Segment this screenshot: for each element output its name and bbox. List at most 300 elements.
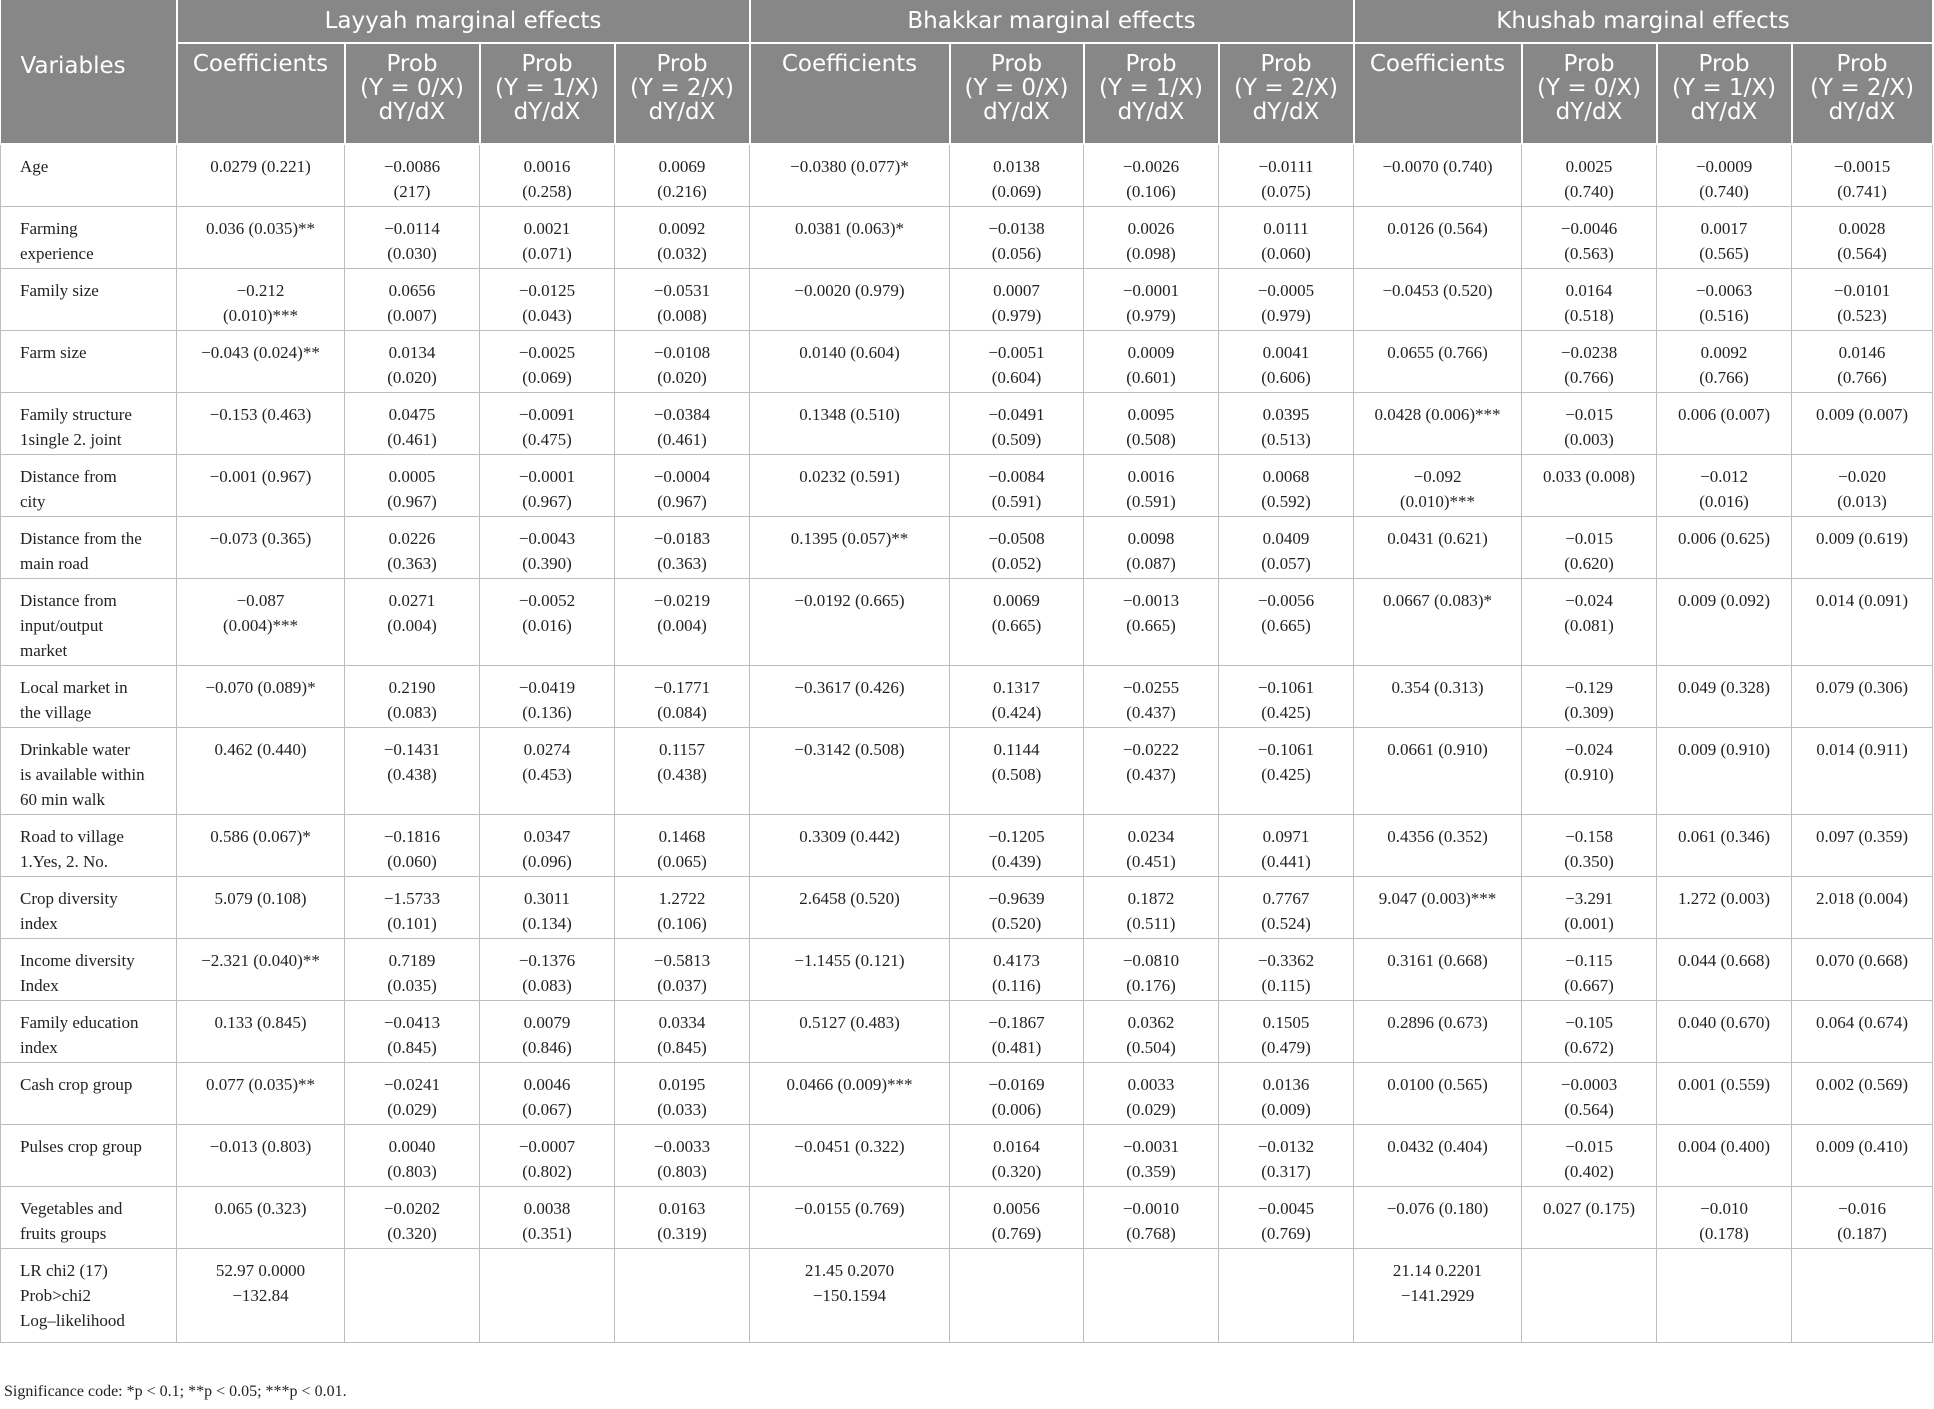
marginal-effect-cell xyxy=(1084,269,1219,331)
variable-name-line: Age xyxy=(20,157,49,176)
cell-value-line: −0.0380 (0.077)* xyxy=(790,157,909,176)
cell-value-line: −0.0003 xyxy=(1560,1075,1618,1094)
cell-value-line: −0.010 xyxy=(1700,1199,1748,1218)
variable-name-cell xyxy=(1,579,177,666)
cell-value-line: −0.1816 xyxy=(383,827,441,846)
cell-value-line: 0.070 (0.668) xyxy=(1816,951,1909,970)
table-header xyxy=(1,0,1933,144)
cell-value-line: (0.363) xyxy=(387,554,437,573)
cell-value-line: (0.845) xyxy=(657,1038,707,1057)
coefficient-cell xyxy=(750,517,950,579)
marginal-effect-cell xyxy=(345,144,480,207)
cell-value-line: 0.0431 (0.621) xyxy=(1387,529,1488,548)
cell-value-line: 0.1872 xyxy=(1127,889,1175,908)
variable-name-line: Drinkable water xyxy=(20,740,130,759)
marginal-effect-cell xyxy=(1657,1063,1792,1125)
header-line: Prob xyxy=(1698,51,1750,77)
cell-value-line: −0.0451 (0.322) xyxy=(794,1137,905,1156)
cell-value-line: (0.606) xyxy=(1261,368,1311,387)
cell-value-line: 0.0016 xyxy=(523,157,571,176)
marginal-effect-cell xyxy=(950,1187,1084,1249)
cell-value-line: (0.319) xyxy=(657,1224,707,1243)
marginal-effect-cell xyxy=(480,1249,615,1343)
cell-value-line: 0.0009 xyxy=(1127,343,1175,362)
table-row xyxy=(1,207,1933,269)
marginal-effect-cell xyxy=(1792,877,1933,939)
header-line: (Y = 2/X) xyxy=(1234,75,1339,101)
cell-value-line: (0.802) xyxy=(522,1162,572,1181)
cell-value-line: (0.106) xyxy=(1126,182,1176,201)
cell-value-line: −0.0508 xyxy=(988,529,1045,548)
cell-value-line: (0.052) xyxy=(991,554,1042,573)
coefficient-cell xyxy=(177,393,345,455)
cell-value-line: −0.0004 xyxy=(653,467,711,486)
cell-value-line: 0.0432 (0.404) xyxy=(1387,1137,1488,1156)
header-line: (Y = 1/X) xyxy=(1099,75,1204,101)
marginal-effect-cell xyxy=(1219,666,1354,728)
cell-value-line: (0.057) xyxy=(1261,554,1311,573)
cell-value-line: (0.030) xyxy=(387,244,437,263)
cell-value-line: 0.1395 (0.057)** xyxy=(790,529,909,548)
cell-value-line: −0.0101 xyxy=(1833,281,1891,300)
cell-value-line: −0.1061 xyxy=(1257,740,1315,759)
cell-value-line: (0.116) xyxy=(992,976,1041,995)
cell-value-line: (0.592) xyxy=(1261,492,1311,511)
variable-name-line: city xyxy=(20,492,46,511)
table-row xyxy=(1,1063,1933,1125)
marginal-effect-cell xyxy=(950,393,1084,455)
cell-value-line: −0.0013 xyxy=(1122,591,1180,610)
cell-value-line: 0.0195 xyxy=(658,1075,706,1094)
cell-value-line: 0.0041 xyxy=(1262,343,1310,362)
cell-value-line: (0.437) xyxy=(1126,703,1176,722)
marginal-effect-cell xyxy=(345,815,480,877)
cell-value-line: −0.0155 (0.769) xyxy=(794,1199,905,1218)
cell-value-line: (0.350) xyxy=(1564,852,1614,871)
marginal-effect-cell xyxy=(615,207,750,269)
cell-value-line: 0.0362 xyxy=(1127,1013,1175,1032)
table-row xyxy=(1,517,1933,579)
marginal-effect-cell xyxy=(1657,331,1792,393)
marginal-effect-cell xyxy=(480,331,615,393)
variable-name-cell xyxy=(1,393,177,455)
probability-header xyxy=(615,43,750,144)
cell-value-line: (0.425) xyxy=(1261,765,1311,784)
cell-value-line: −0.0020 (0.979) xyxy=(794,281,905,300)
cell-value-line: −0.0052 xyxy=(518,591,576,610)
cell-value-line: −0.0005 xyxy=(1257,281,1315,300)
cell-value-line: 0.0100 (0.565) xyxy=(1387,1075,1488,1094)
table-row xyxy=(1,1125,1933,1187)
cell-value-line: 0.002 (0.569) xyxy=(1816,1075,1909,1094)
table-row xyxy=(1,144,1933,207)
coefficient-cell xyxy=(1354,877,1522,939)
cell-value-line: (0.769) xyxy=(1261,1224,1311,1243)
marginal-effect-cell xyxy=(1657,1249,1792,1343)
marginal-effect-cell xyxy=(950,728,1084,815)
cell-value-line: 0.3309 (0.442) xyxy=(799,827,900,846)
marginal-effect-cell xyxy=(1792,728,1933,815)
variable-name-line: 1single 2. joint xyxy=(20,430,122,449)
cell-value-line: 0.033 (0.008) xyxy=(1542,467,1636,486)
variable-name-line: Vegetables and xyxy=(20,1199,123,1218)
header-line: (Y = 2/X) xyxy=(1810,75,1915,101)
cell-value-line: (0.513) xyxy=(1261,430,1311,449)
cell-value-line: −0.0491 xyxy=(988,405,1045,424)
marginal-effect-cell xyxy=(950,815,1084,877)
cell-value-line: (0.508) xyxy=(991,765,1042,784)
cell-value-line: −0.073 (0.365) xyxy=(209,529,312,548)
cell-value-line: (0.069) xyxy=(522,368,572,387)
cell-value-line: 0.040 (0.670) xyxy=(1677,1013,1771,1032)
cell-value-line: −0.0056 xyxy=(1257,591,1315,610)
coefficient-cell xyxy=(177,1249,345,1343)
table-row xyxy=(1,877,1933,939)
cell-value-line: −0.0084 xyxy=(988,467,1045,486)
cell-value-line: 0.0395 xyxy=(1262,405,1310,424)
cell-value-line: −0.0114 xyxy=(384,219,440,238)
coefficients-header xyxy=(177,43,345,144)
marginal-effect-cell xyxy=(1792,517,1933,579)
variable-name-cell xyxy=(1,269,177,331)
coefficient-cell xyxy=(177,815,345,877)
cell-value-line: 0.0347 xyxy=(523,827,571,846)
marginal-effect-cell xyxy=(950,144,1084,207)
variables-header: Variables xyxy=(1,0,177,144)
coefficient-cell xyxy=(1354,1001,1522,1063)
cell-value-line: −0.0132 xyxy=(1257,1137,1315,1156)
cell-value-line: 0.049 (0.328) xyxy=(1677,678,1771,697)
table-row xyxy=(1,728,1933,815)
marginal-effect-cell xyxy=(1522,1001,1657,1063)
cell-value-line: 0.009 (0.619) xyxy=(1816,529,1909,548)
cell-value-line: 0.0134 xyxy=(388,343,436,362)
marginal-effect-cell xyxy=(345,939,480,1001)
cell-value-line: 0.0971 xyxy=(1262,827,1310,846)
probability-header xyxy=(480,43,615,144)
coefficient-cell xyxy=(1354,269,1522,331)
marginal-effect-cell xyxy=(1084,144,1219,207)
cell-value-line: −0.0111 xyxy=(1258,157,1314,176)
cell-value-line: −0.0033 xyxy=(653,1137,711,1156)
coefficient-cell xyxy=(1354,939,1522,1001)
variable-name-cell xyxy=(1,1063,177,1125)
cell-value-line: (0.008) xyxy=(657,306,707,325)
cell-value-line: (0.020) xyxy=(387,368,437,387)
probability-header xyxy=(345,43,480,144)
variable-name-cell xyxy=(1,815,177,877)
probability-header xyxy=(1657,43,1792,144)
header-line: dY/dX xyxy=(1252,99,1320,125)
cell-value-line: (0.967) xyxy=(657,492,707,511)
cell-value-line: 0.1348 (0.510) xyxy=(799,405,900,424)
coefficient-cell xyxy=(750,331,950,393)
cell-value-line: −0.076 (0.180) xyxy=(1386,1199,1489,1218)
cell-value-line: −0.016 xyxy=(1838,1199,1886,1218)
marginal-effect-cell xyxy=(1084,666,1219,728)
coefficient-cell xyxy=(1354,393,1522,455)
coefficient-cell xyxy=(750,1063,950,1125)
cell-value-line: 0.3161 (0.668) xyxy=(1387,951,1488,970)
marginal-effect-cell xyxy=(1657,517,1792,579)
cell-value-line: −0.015 xyxy=(1565,529,1613,548)
cell-value-line: 0.0136 xyxy=(1262,1075,1310,1094)
marginal-effect-cell xyxy=(1219,877,1354,939)
cell-value-line: (0.846) xyxy=(522,1038,572,1057)
cell-value-line: −0.0169 xyxy=(988,1075,1045,1094)
cell-value-line: (0.441) xyxy=(1261,852,1311,871)
marginal-effect-cell xyxy=(1657,207,1792,269)
cell-value-line: (0.604) xyxy=(991,368,1042,387)
coefficient-cell xyxy=(177,455,345,517)
marginal-effect-cell xyxy=(1522,939,1657,1001)
marginal-effect-cell xyxy=(950,517,1084,579)
variable-name-line: Farming xyxy=(20,219,78,238)
cell-value-line: −0.013 (0.803) xyxy=(209,1137,312,1156)
cell-value-line: (0.016) xyxy=(522,616,572,635)
cell-value-line: −0.070 (0.089)* xyxy=(205,678,316,697)
cell-value-line: 0.097 (0.359) xyxy=(1816,827,1909,846)
cell-value-line: −0.0051 xyxy=(988,343,1045,362)
cell-value-line: (0.029) xyxy=(1126,1100,1176,1119)
cell-value-line: (0.402) xyxy=(1564,1162,1614,1181)
marginal-effect-cell xyxy=(480,1001,615,1063)
marginal-effect-cell xyxy=(1522,517,1657,579)
cell-value-line: 0.006 (0.007) xyxy=(1677,405,1771,424)
marginal-effect-cell xyxy=(1792,1125,1933,1187)
cell-value-line: (0.803) xyxy=(387,1162,437,1181)
cell-value-line: 0.354 (0.313) xyxy=(1391,678,1484,697)
marginal-effect-cell xyxy=(950,666,1084,728)
table-row xyxy=(1,455,1933,517)
marginal-effect-cell xyxy=(1792,939,1933,1001)
marginal-effect-cell xyxy=(1219,144,1354,207)
marginal-effect-cell xyxy=(1219,1125,1354,1187)
probability-header xyxy=(1219,43,1354,144)
cell-value-line: (0.087) xyxy=(1126,554,1176,573)
coefficient-cell xyxy=(177,517,345,579)
header-line: dY/dX xyxy=(1828,99,1896,125)
cell-value-line: −0.153 (0.463) xyxy=(209,405,312,424)
cell-value-line: (0.176) xyxy=(1126,976,1176,995)
variable-name-line: main road xyxy=(20,554,89,573)
marginal-effect-cell xyxy=(1219,1063,1354,1125)
marginal-effect-cell xyxy=(345,579,480,666)
cell-value-line: 0.0068 xyxy=(1262,467,1310,486)
coefficient-cell xyxy=(750,877,950,939)
cell-value-line: (0.083) xyxy=(522,976,572,995)
cell-value-line: −3.291 xyxy=(1565,889,1613,908)
cell-value-line: 0.077 (0.035)** xyxy=(205,1075,316,1094)
cell-value-line: 0.586 (0.067)* xyxy=(210,827,311,846)
cell-value-line: −0.0046 xyxy=(1560,219,1618,238)
cell-value-line: 21.45 0.2070 xyxy=(804,1261,895,1280)
marginal-effect-cell xyxy=(1792,815,1933,877)
variable-name-cell xyxy=(1,1249,177,1343)
cell-value-line: 0.0234 xyxy=(1127,827,1175,846)
marginal-effect-cell xyxy=(1219,1249,1354,1343)
cell-value-line: 2.6458 (0.520) xyxy=(799,889,900,908)
cell-value-line: 0.064 (0.674) xyxy=(1816,1013,1909,1032)
header-line: Coefficients xyxy=(1369,51,1506,77)
marginal-effect-cell xyxy=(1792,1187,1933,1249)
cell-value-line: −0.024 xyxy=(1565,591,1613,610)
coefficient-cell xyxy=(750,207,950,269)
marginal-effect-cell xyxy=(1084,579,1219,666)
cell-value-line: −0.015 xyxy=(1565,1137,1613,1156)
cell-value-line: 0.1157 xyxy=(658,740,706,759)
variable-name-line: input/output xyxy=(20,616,104,635)
coefficient-cell xyxy=(1354,144,1522,207)
marginal-effect-cell xyxy=(1522,579,1657,666)
marginal-effect-cell xyxy=(950,1063,1084,1125)
cell-value-line: (0.967) xyxy=(522,492,572,511)
table-row xyxy=(1,939,1933,1001)
variable-name-cell xyxy=(1,666,177,728)
marginal-effect-cell xyxy=(1084,1249,1219,1343)
marginal-effect-cell xyxy=(480,666,615,728)
marginal-effect-cell xyxy=(1219,939,1354,1001)
marginal-effect-cell xyxy=(345,1187,480,1249)
variable-name-line: 60 min walk xyxy=(20,790,105,809)
marginal-effect-cell xyxy=(1522,455,1657,517)
cell-value-line: 0.0056 xyxy=(993,1199,1040,1218)
cell-value-line: (0.363) xyxy=(657,554,707,573)
cell-value-line: −0.0238 xyxy=(1560,343,1618,362)
marginal-effect-cell xyxy=(480,815,615,877)
marginal-effect-cell xyxy=(345,1249,480,1343)
marginal-effect-cell xyxy=(480,269,615,331)
marginal-effect-cell xyxy=(615,269,750,331)
marginal-effect-cell xyxy=(345,666,480,728)
marginal-effect-cell xyxy=(345,207,480,269)
coefficient-cell xyxy=(177,1125,345,1187)
marginal-effect-cell xyxy=(345,331,480,393)
coefficient-cell xyxy=(750,1125,950,1187)
layyah-group-header: Layyah marginal effects xyxy=(177,0,750,43)
cell-value-line: 0.0279 (0.221) xyxy=(210,157,311,176)
marginal-effect-cell xyxy=(1084,1125,1219,1187)
cell-value-line: −1.5733 xyxy=(383,889,441,908)
header-line: (Y = 2/X) xyxy=(629,75,735,101)
cell-value-line: 0.044 (0.668) xyxy=(1677,951,1771,970)
cell-value-line: (0.004)*** xyxy=(222,616,299,635)
header-line: Coefficients xyxy=(781,51,918,77)
cell-value-line: 0.7767 xyxy=(1262,889,1310,908)
header-line: Prob xyxy=(1836,51,1888,77)
marginal-effect-cell xyxy=(1792,207,1933,269)
marginal-effect-cell xyxy=(1522,1063,1657,1125)
cell-value-line: 0.0038 xyxy=(523,1199,571,1218)
marginal-effect-cell xyxy=(615,1063,750,1125)
variable-name-cell xyxy=(1,877,177,939)
cell-value-line: −0.0453 (0.520) xyxy=(1382,281,1493,300)
cell-value-line: 9.047 (0.003)*** xyxy=(1378,889,1497,908)
cell-value-line: (0.523) xyxy=(1837,306,1887,325)
marginal-effect-cell xyxy=(950,579,1084,666)
marginal-effect-cell xyxy=(615,1001,750,1063)
cell-value-line: 0.0026 xyxy=(1127,219,1175,238)
cell-value-line: (0.016) xyxy=(1699,492,1749,511)
marginal-effect-cell xyxy=(1657,939,1792,1001)
marginal-effect-cell xyxy=(480,939,615,1001)
marginal-effect-cell xyxy=(1522,1187,1657,1249)
cell-value-line: 0.0017 xyxy=(1700,219,1748,238)
cell-value-line: (0.479) xyxy=(1261,1038,1311,1057)
cell-value-line: −0.9639 xyxy=(988,889,1045,908)
marginal-effect-cell xyxy=(615,815,750,877)
header-group-row xyxy=(1,0,1933,43)
cell-value-line: (0.845) xyxy=(387,1038,437,1057)
coefficient-cell xyxy=(750,1249,950,1343)
cell-value-line: −0.3142 (0.508) xyxy=(794,740,905,759)
cell-value-line: (0.766) xyxy=(1699,368,1749,387)
marginal-effect-cell xyxy=(1219,517,1354,579)
cell-value-line: (0.006) xyxy=(991,1100,1042,1119)
header-line: Prob xyxy=(386,51,438,77)
cell-value-line: −0.115 xyxy=(1565,951,1613,970)
cell-value-line: −0.3362 xyxy=(1257,951,1315,970)
cell-value-line: (0.037) xyxy=(657,976,707,995)
marginal-effect-cell xyxy=(950,331,1084,393)
marginal-effect-cell xyxy=(1522,393,1657,455)
cell-value-line: 52.97 0.0000 xyxy=(215,1261,306,1280)
cell-value-line: (0.601) xyxy=(1126,368,1176,387)
marginal-effect-cell xyxy=(1657,1001,1792,1063)
cell-value-line: −0.0025 xyxy=(518,343,576,362)
variable-name-line: index xyxy=(20,1038,58,1057)
cell-value-line: (0.003) xyxy=(1564,430,1614,449)
marginal-effect-cell xyxy=(480,393,615,455)
marginal-effect-cell xyxy=(1522,666,1657,728)
cell-value-line: 0.1317 xyxy=(993,678,1040,697)
marginal-effect-cell xyxy=(1084,331,1219,393)
variable-name-line: fruits groups xyxy=(20,1224,107,1243)
cell-value-line: 0.061 (0.346) xyxy=(1677,827,1771,846)
cell-value-line: (0.033) xyxy=(657,1100,707,1119)
cell-value-line: (0.390) xyxy=(522,554,572,573)
coefficient-cell xyxy=(177,144,345,207)
marginal-effect-cell xyxy=(345,517,480,579)
marginal-effect-cell xyxy=(480,1063,615,1125)
variable-name-cell xyxy=(1,455,177,517)
marginal-effect-cell xyxy=(1084,728,1219,815)
cell-value-line: (0.475) xyxy=(522,430,572,449)
coefficient-cell xyxy=(177,579,345,666)
cell-value-line: −0.0108 xyxy=(653,343,711,362)
cell-value-line: 0.133 (0.845) xyxy=(214,1013,307,1032)
coefficients-header xyxy=(750,43,950,144)
marginal-effect-cell xyxy=(615,331,750,393)
marginal-effect-cell xyxy=(950,1001,1084,1063)
table-row xyxy=(1,393,1933,455)
cell-value-line: (217) xyxy=(393,182,431,201)
coefficient-cell xyxy=(177,728,345,815)
cell-value-line: (0.768) xyxy=(1126,1224,1176,1243)
cell-value-line: (0.564) xyxy=(1564,1100,1614,1119)
cell-value-line: 0.0146 xyxy=(1838,343,1886,362)
coefficient-cell xyxy=(177,207,345,269)
cell-value-line: 0.0046 xyxy=(523,1075,571,1094)
coefficients-header xyxy=(1354,43,1522,144)
marginal-effect-cell xyxy=(1522,269,1657,331)
cell-value-line: (0.351) xyxy=(522,1224,572,1243)
marginal-effect-cell xyxy=(1792,1001,1933,1063)
marginal-effect-cell xyxy=(615,877,750,939)
variable-name-line: experience xyxy=(20,244,94,263)
variable-name-line: Crop diversity xyxy=(20,889,118,908)
coefficient-cell xyxy=(177,1001,345,1063)
